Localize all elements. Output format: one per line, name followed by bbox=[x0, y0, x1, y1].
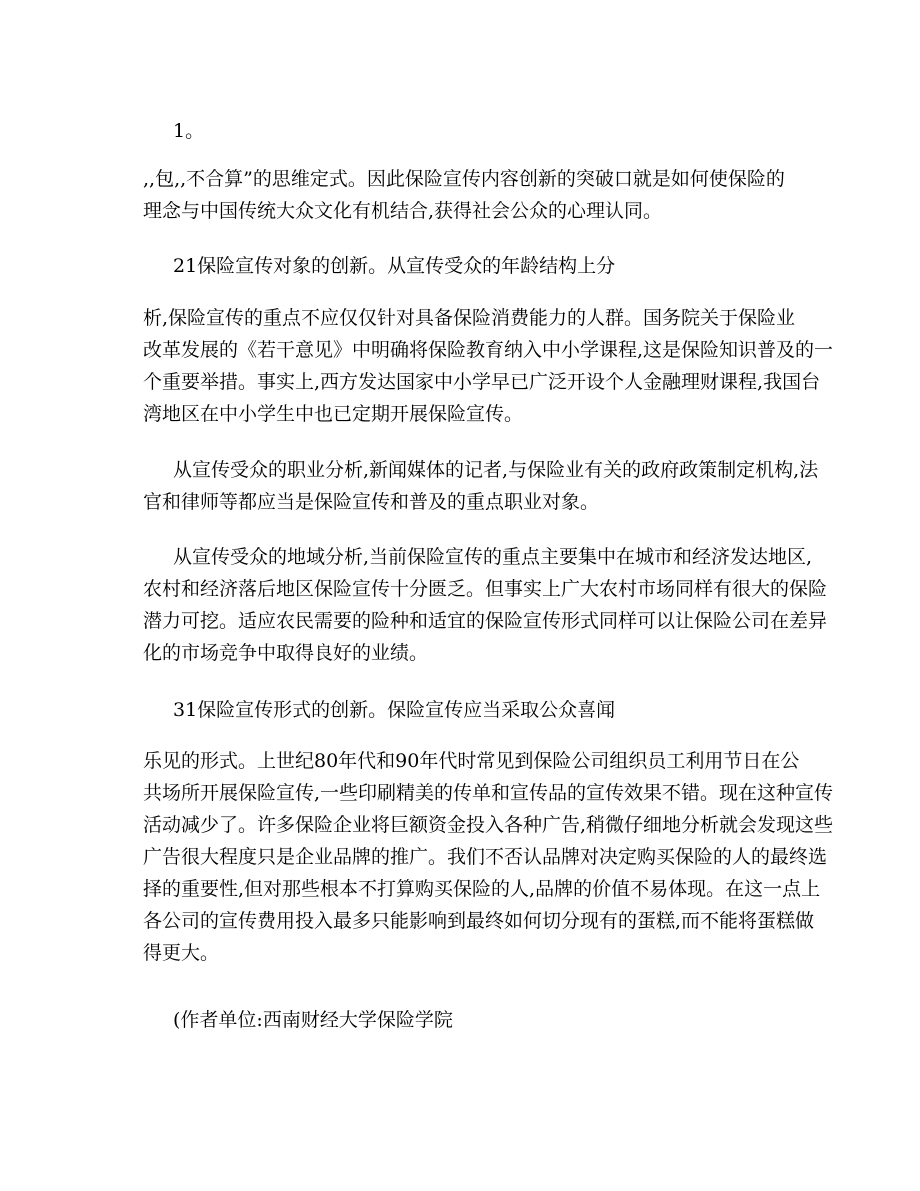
paragraph-promotion-forms bbox=[143, 745, 834, 969]
text-line: 潜力可挖。适应农民需要的险种和适宜的保险宣传形式同样可以让保险公司在差异 bbox=[143, 610, 828, 632]
paragraph-region bbox=[143, 541, 828, 669]
text-line: ,,包,,不合算”的思维定式。因此保险宣传内容创新的突破口就是如何使保险的 bbox=[143, 168, 785, 190]
text-line: (作者单位:西南财经大学保险学院 bbox=[173, 1009, 453, 1031]
text-line: 得更大。 bbox=[143, 942, 220, 964]
text-line: 各公司的宣传费用投入最多只能影响到最终如何切分现有的蛋糕,而不能将蛋糕做 bbox=[143, 910, 815, 932]
text-line: 乐见的形式。上世纪80年代和90年代时常见到保险公司组织员工利用节日在公 bbox=[143, 750, 800, 772]
author-affiliation bbox=[173, 1004, 803, 1036]
paragraph-insurance-mindset bbox=[143, 163, 785, 227]
text-line: 从宣传受众的职业分析,新闻媒体的记者,与保险业有关的政府政策制定机构,法 bbox=[173, 459, 819, 481]
text-line: 湾地区在中小学生中也已定期开展保险宣传。 bbox=[143, 403, 524, 425]
text-line: 改革发展的《若干意见》中明确将保险教育纳入中小学课程,这是保险知识普及的一 bbox=[143, 339, 834, 361]
text-line: 化的市场竞争中取得良好的业绩。 bbox=[143, 642, 429, 664]
text-line: 21保险宣传对象的创新。从宣传受众的年龄结构上分 bbox=[173, 255, 616, 277]
text-line: 共场所开展保险宣传,一些印刷精美的传单和宣传品的宣传效果不错。现在这种宣传 bbox=[143, 782, 834, 804]
text-line: 析,保险宣传的重点不应仅仅针对具备保险消费能力的人群。国务院关于保险业 bbox=[143, 307, 796, 329]
text-line: 活动减少了。许多保险企业将巨额资金投入各种广告,稍微仔细地分析就会发现这些 bbox=[143, 814, 834, 836]
text-line: 31保险宣传形式的创新。保险宣传应当采取公众喜闻 bbox=[173, 699, 616, 721]
text-line: 农村和经济落后地区保险宣传十分匮乏。但事实上广大农村市场同样有很大的保险 bbox=[143, 578, 828, 600]
paragraph-footnote-number bbox=[173, 115, 803, 147]
text-line: 理念与中国传统大众文化有机结合,获得社会公众的心理认同。 bbox=[143, 200, 663, 222]
section-heading-audience bbox=[173, 250, 803, 282]
text-line: 官和律师等都应当是保险宣传和普及的重点职业对象。 bbox=[143, 491, 600, 513]
paragraph-occupation bbox=[143, 454, 819, 518]
text-line: 从宣传受众的地域分析,当前保险宣传的重点主要集中在城市和经济发达地区, bbox=[173, 546, 813, 568]
section-heading-form bbox=[173, 694, 803, 726]
text-line: 择的重要性,但对那些根本不打算购买保险的人,品牌的价值不易体现。在这一点上 bbox=[143, 878, 821, 900]
text-line: 广告很大程度只是企业品牌的推广。我们不否认品牌对决定购买保险的人的最终选 bbox=[143, 846, 828, 868]
text-line: 个重要举措。事实上,西方发达国家中小学早已广泛开设个人金融理财课程,我国台 bbox=[143, 371, 821, 393]
paragraph-age-structure bbox=[143, 302, 834, 430]
text-line: 1。 bbox=[173, 120, 205, 142]
